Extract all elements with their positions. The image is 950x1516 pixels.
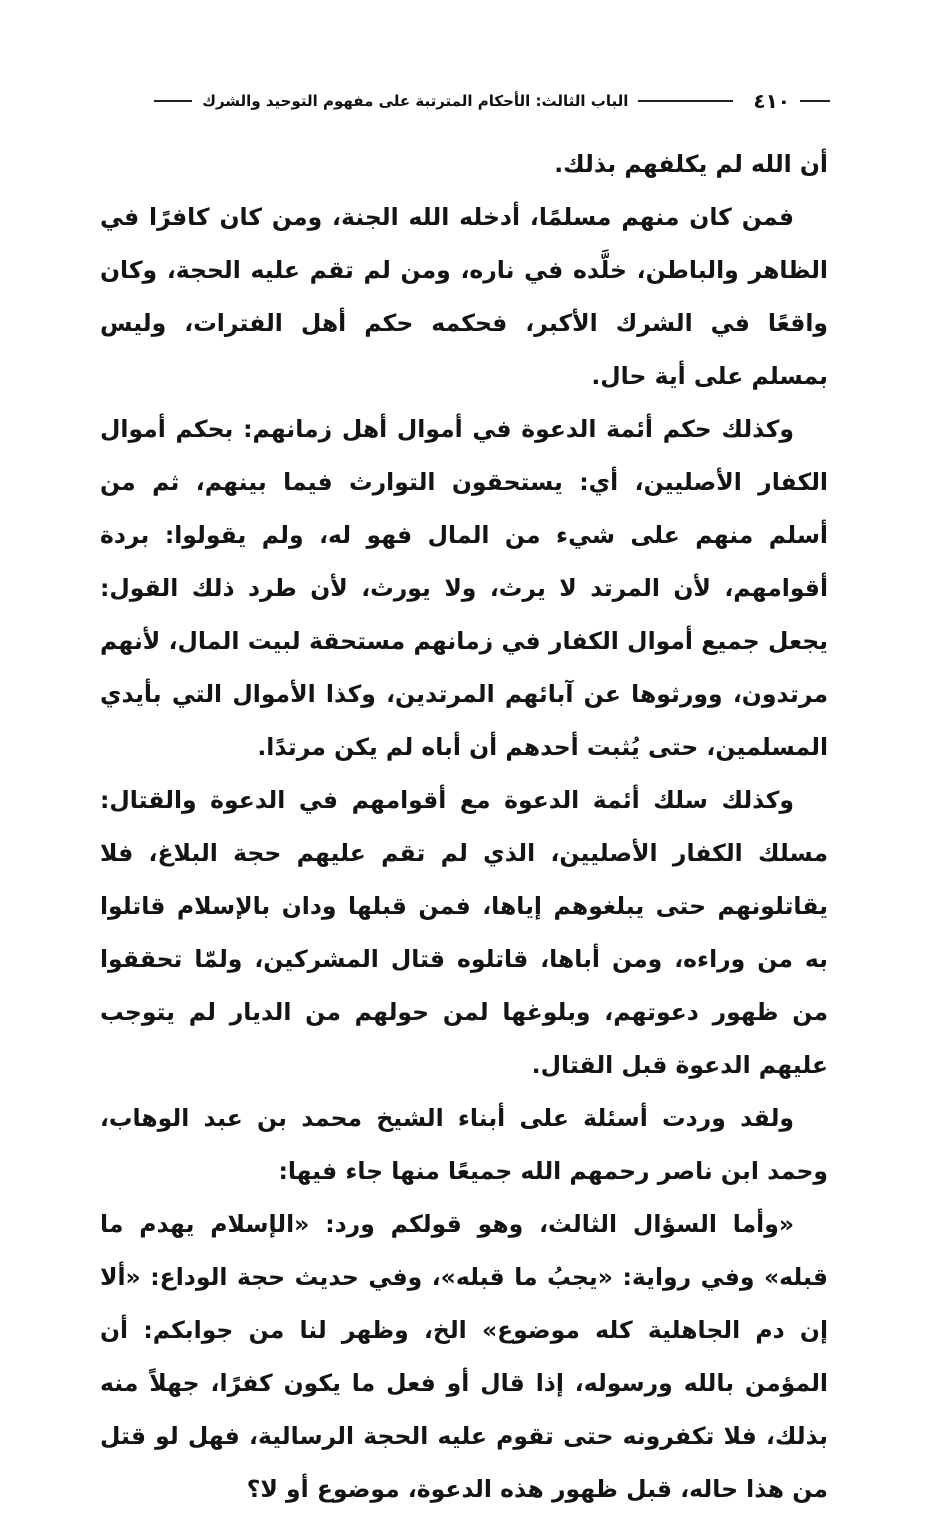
paragraph-1: أن الله لم يكلفهم بذلك. xyxy=(554,150,828,178)
paragraph-2: فمن كان منهم مسلمًا، أدخله الله الجنة، ومن كان كافرًا في الظاهر والباطن، خلَّده في ناره، ومن لم تقم عليه الحجة، وكان واقعًا في الشرك الأكبر، فحكمه حكم أهل الفترات، وليس بمسلم على أية حال. xyxy=(100,203,828,390)
paragraph-5: ولقد وردت أسئلة على أبناء الشيخ محمد بن عبد الوهاب، وحمد ابن ناصر رحمهم الله جميعًا منها جاء فيها: xyxy=(100,1104,828,1185)
paragraph-4: وكذلك سلك أئمة الدعوة مع أقوامهم في الدعوة والقتال: مسلك الكفار الأصليين، الذي لم تقم عليهم حجة البلاغ، فلا يقاتلونهم حتى يبلغوهم إياها، فمن قبلها ودان بالإسلام قاتلوا به من وراءه، ومن أباها، قاتلوه قتال المشركين، ولمّا تحققوا من ظهور دعوتهم، وبلوغها لمن حولهم من الديار لم يتوجب عليهم الدعوة قبل القتال. xyxy=(100,786,828,1079)
page-number: ٤١٠ xyxy=(753,89,790,113)
quoted-question-paragraph: «وأما السؤال الثالث، وهو قولكم ورد: «الإسلام يهدم ما قبله» وفي رواية: «يجبُ ما قبله»، وفي حديث حجة الوداع: «ألا إن دم الجاهلية كله موضوع» الخ، وظهر لنا من جوابكم: أن المؤمن بالله ورسوله، إذا قال أو فعل ما يكون كفرًا، جهلاً منه بذلك، فلا تكفرونه حتى تقوم عليه الحجة الرسالية، فهل لو قتل من هذا حاله، قبل ظهور هذه الدعوة، موضوع أو لا؟ xyxy=(100,1210,828,1503)
chapter-title: الباب الثالث: الأحكام المترتبة على مفهوم التوحيد والشرك xyxy=(202,92,629,110)
header-rule-left xyxy=(154,100,192,102)
paragraph-3: وكذلك حكم أئمة الدعوة في أموال أهل زمانهم: بحكم أموال الكفار الأصليين، أي: يستحقون التوارث فيما بينهم، ثم من أسلم منهم على شيء من المال فهو له، ولم يقولوا: بردة أقوامهم، لأن المرتد لا يرث، ولا يورث، لأن طرد ذلك القول: يجعل جميع أموال الكفار في زمانهم مستحقة لبيت المال، لأنهم مرتدون، وورثوها عن آبائهم المرتدين، وكذا الأموال التي بأيدي المسلمين، حتى يُثبت أحدهم أن أباه لم يكن مرتدًا. xyxy=(100,415,828,761)
running-header xyxy=(95,86,830,116)
text-body xyxy=(100,138,828,1516)
header-rule-right xyxy=(800,100,830,102)
header-rule-middle xyxy=(638,100,733,102)
